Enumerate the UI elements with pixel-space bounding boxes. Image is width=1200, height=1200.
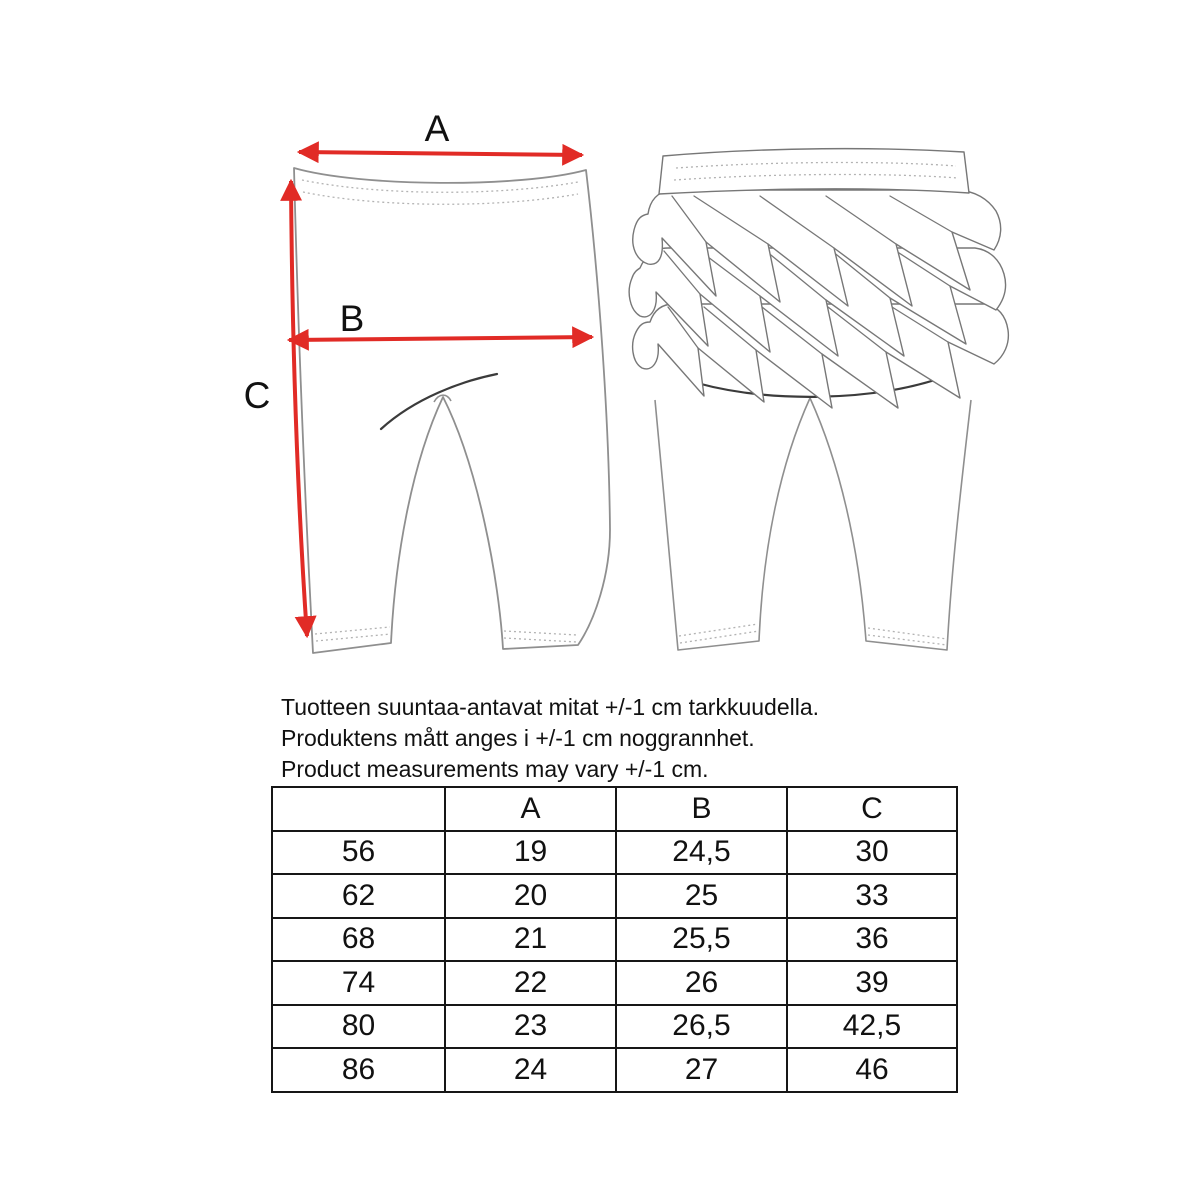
table-row: [272, 1005, 957, 1049]
b-cell: 26: [616, 961, 787, 1005]
a-cell: 22: [445, 961, 616, 1005]
c-cell: 42,5: [787, 1005, 957, 1049]
table-row: [272, 831, 957, 875]
c-cell: 39: [787, 961, 957, 1005]
size-cell: 86: [272, 1048, 445, 1092]
note-finnish: Tuotteen suuntaa-antavat mitat +/-1 cm tarkkuudella.: [281, 694, 820, 720]
header-c: C: [787, 787, 957, 831]
header-a: A: [445, 787, 616, 831]
b-cell: 25,5: [616, 918, 787, 962]
c-cell: 30: [787, 831, 957, 875]
b-cell: 25: [616, 874, 787, 918]
table-row: [272, 918, 957, 962]
front-silhouette: [294, 168, 610, 653]
measure-arrow-a: [299, 152, 582, 155]
a-cell: 21: [445, 918, 616, 962]
leggings-front-drawing: [294, 168, 610, 653]
size-table: [271, 786, 958, 1093]
measure-label-a: A: [424, 108, 450, 149]
measure-label-c: C: [243, 375, 271, 416]
header-size: [272, 787, 445, 831]
size-cell: 80: [272, 1005, 445, 1049]
note-swedish: Produktens mått anges i +/-1 cm noggrannhet.: [281, 725, 755, 751]
size-cell: 56: [272, 831, 445, 875]
size-table-header-row: [272, 787, 957, 831]
a-cell: 24: [445, 1048, 616, 1092]
back-right-cuff-stitch-1: [868, 628, 947, 639]
a-cell: 23: [445, 1005, 616, 1049]
note-english: Product measurements may vary +/-1 cm.: [281, 756, 709, 782]
back-left-cuff-stitch-1: [679, 624, 758, 636]
size-cell: 68: [272, 918, 445, 962]
leggings-back-drawing: [629, 149, 1008, 650]
table-row: [272, 961, 957, 1005]
back-waistband: [659, 149, 969, 194]
back-right-cuff-stitch-2: [868, 635, 947, 645]
table-row: [272, 874, 957, 918]
b-cell: 26,5: [616, 1005, 787, 1049]
b-cell: 24,5: [616, 831, 787, 875]
measurement-notes: [281, 692, 819, 785]
back-left-cuff-stitch-2: [680, 631, 759, 643]
back-left-leg: [655, 398, 810, 650]
c-cell: 46: [787, 1048, 957, 1092]
size-cell: 62: [272, 874, 445, 918]
a-cell: 19: [445, 831, 616, 875]
a-cell: 20: [445, 874, 616, 918]
size-cell: 74: [272, 961, 445, 1005]
c-cell: 33: [787, 874, 957, 918]
c-cell: 36: [787, 918, 957, 962]
table-row: [272, 1048, 957, 1092]
measure-label-b: B: [339, 298, 365, 339]
back-right-leg: [810, 398, 971, 650]
header-b: B: [616, 787, 787, 831]
b-cell: 27: [616, 1048, 787, 1092]
